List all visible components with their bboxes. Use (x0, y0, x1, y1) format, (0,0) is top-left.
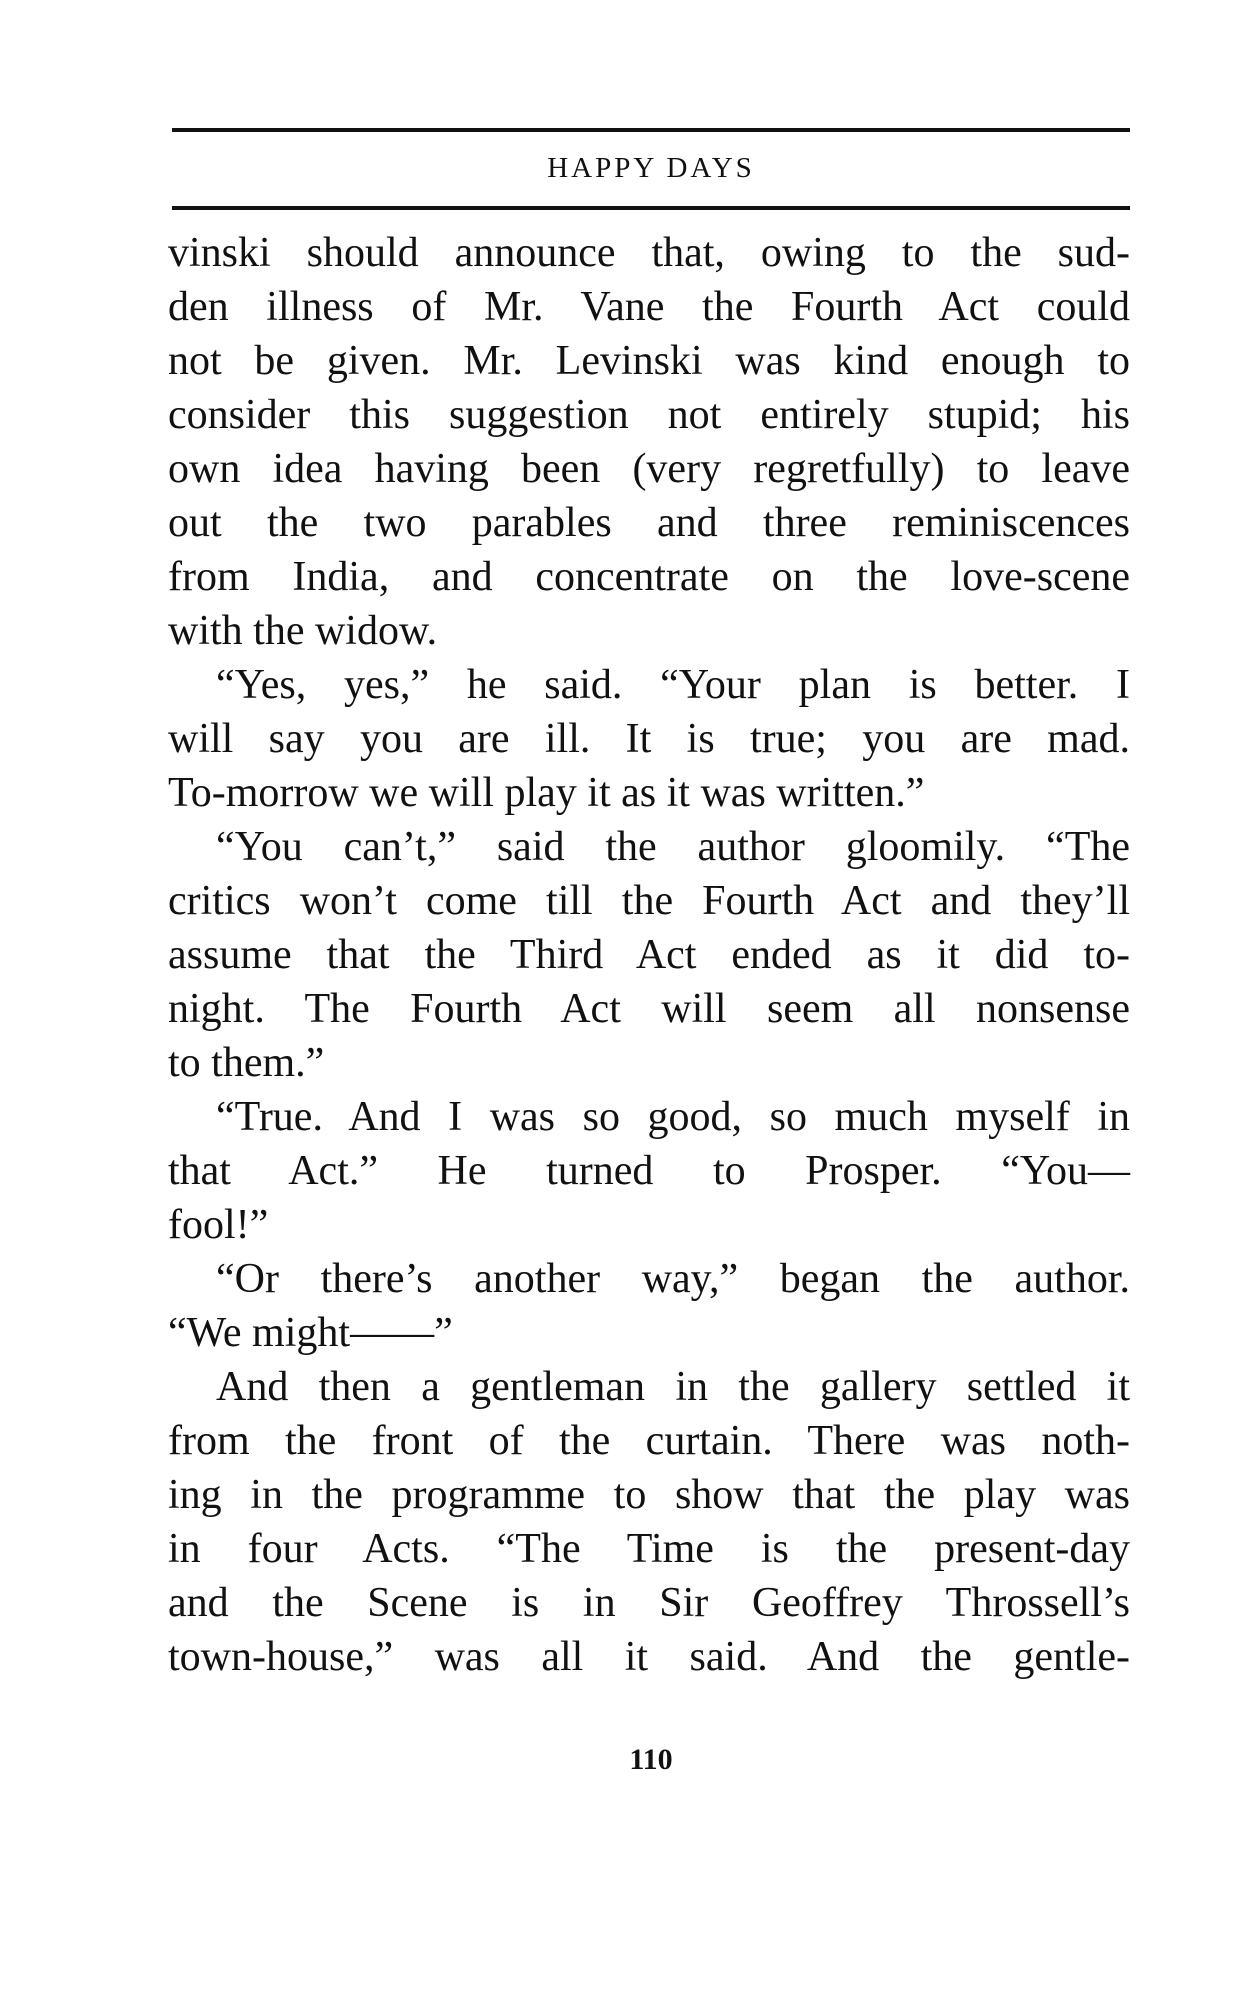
text-line: to them.” (168, 1040, 325, 1086)
text-line: own idea having been (very regretfully) to leave (168, 446, 1130, 492)
text-line: To-morrow we will play it as it was written.” (168, 770, 925, 816)
text-line: consider this suggestion not entirely stupid; his (168, 392, 1130, 438)
header-rule-top (172, 128, 1130, 132)
text-line: ing in the programme to show that the play was (168, 1472, 1130, 1518)
text-line: night. The Fourth Act will seem all nonsense (168, 986, 1130, 1032)
text-line: assume that the Third Act ended as it did to- (168, 932, 1130, 978)
text-line: And then a gentleman in the gallery settled it (216, 1364, 1130, 1410)
text-line: from India, and concentrate on the love-scene (168, 554, 1130, 600)
text-line: from the front of the curtain. There was noth- (168, 1418, 1130, 1464)
text-line: not be given. Mr. Levinski was kind enough to (168, 338, 1130, 384)
text-line: “We might——” (168, 1310, 453, 1356)
header-rule-bottom (172, 206, 1130, 210)
page-number: 110 (629, 1743, 673, 1776)
text-line: “True. And I was so good, so much myself in (216, 1094, 1130, 1140)
text-line: den illness of Mr. Vane the Fourth Act could (168, 284, 1130, 330)
text-line: in four Acts. “The Time is the present-day (168, 1526, 1130, 1572)
text-line: “Or there’s another way,” began the author. (216, 1256, 1130, 1302)
text-line: fool!” (168, 1202, 269, 1248)
body-text (168, 226, 1130, 1684)
text-line: with the widow. (168, 608, 438, 654)
text-line: out the two parables and three reminiscences (168, 500, 1130, 546)
text-line: will say you are ill. It is true; you are mad. (168, 716, 1130, 762)
text-line: “Yes, yes,” he said. “Your plan is better. I (216, 662, 1130, 708)
text-line: “You can’t,” said the author gloomily. “The (216, 824, 1130, 870)
text-line: vinski should announce that, owing to the sud- (168, 230, 1130, 276)
text-line: that Act.” He turned to Prosper. “You— (168, 1148, 1130, 1194)
running-head: HAPPY DAYS (547, 152, 755, 184)
text-line: and the Scene is in Sir Geoffrey Throssell’s (168, 1580, 1130, 1626)
text-line: critics won’t come till the Fourth Act and they’ll (168, 878, 1130, 924)
text-line: town-house,” was all it said. And the gentle- (168, 1634, 1130, 1680)
